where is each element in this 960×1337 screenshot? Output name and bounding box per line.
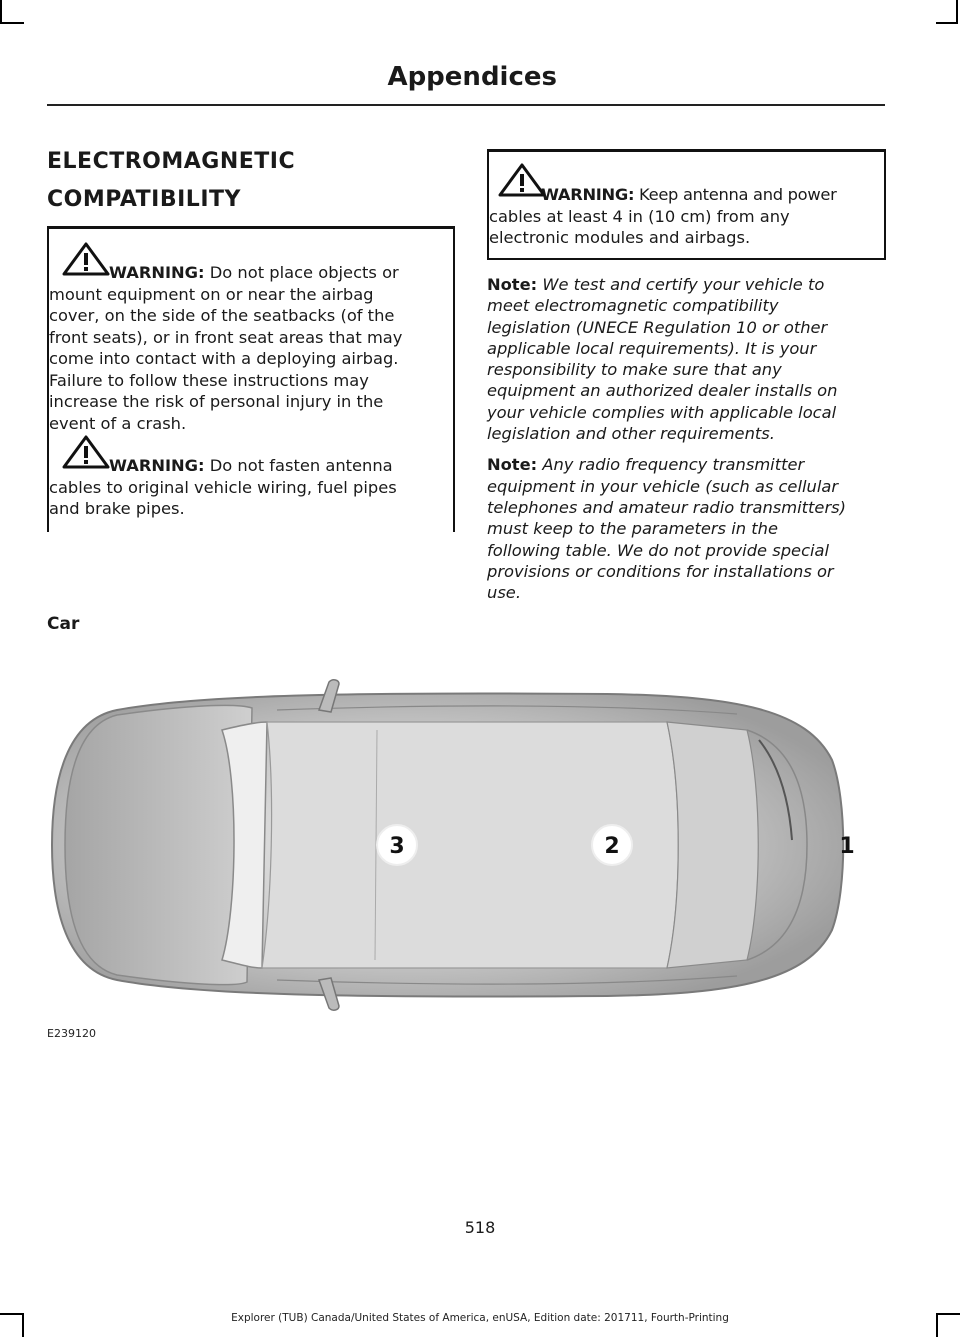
figure-label: Car xyxy=(47,614,80,634)
crop-mark xyxy=(0,0,2,24)
page-footer: Explorer (TUB) Canada/United States of America, enUSA, Edition date: 201711, Fourth-Printing xyxy=(231,1312,729,1324)
note-line: meet electromagnetic compatibility xyxy=(487,296,779,316)
warning-line: and brake pipes. xyxy=(49,499,185,518)
warning-block xyxy=(489,162,884,249)
page-header-title: Appendices xyxy=(387,62,557,92)
warning-line: event of a crash. xyxy=(49,413,187,433)
note-line: telephones and amateur radio transmitters) xyxy=(487,497,846,517)
note-line: must keep to the parameters in the xyxy=(487,519,778,539)
notes xyxy=(487,274,882,613)
note-line: responsibility to make sure that any xyxy=(487,360,782,380)
warning-triangle-icon xyxy=(61,241,111,277)
section-title-line: ELECTROMAGNETIC xyxy=(47,149,296,174)
warning-line: come into contact with a deploying airbag. xyxy=(49,349,399,368)
note-line: following table. We do not provide special xyxy=(487,540,830,560)
warning-line: cables at least 4 in (10 cm) from any xyxy=(489,206,790,226)
warning-line: Keep antenna and power xyxy=(639,185,837,204)
crop-mark xyxy=(0,22,24,24)
note-paragraph xyxy=(487,274,882,444)
warning-block xyxy=(49,434,453,520)
page-number: 518 xyxy=(464,1218,496,1237)
note-line: provisions or conditions for installations or xyxy=(487,561,834,581)
warning-label: WARNING: xyxy=(541,185,635,204)
figure-code: E239120 xyxy=(47,1027,96,1040)
note-line: equipment an authorized dealer installs on xyxy=(487,381,838,401)
car-hood xyxy=(65,705,252,984)
note-line: your vehicle complies with applicable local xyxy=(487,402,837,422)
car-top-view-illustration xyxy=(47,670,887,1020)
callout-3-label: 3 xyxy=(389,834,405,859)
warning-triangle-icon xyxy=(497,162,547,198)
warning-triangle-icon xyxy=(61,434,111,470)
note-line: equipment in your vehicle (such as cellular xyxy=(487,476,839,496)
note-line: applicable local requirements). It is your xyxy=(487,338,817,358)
warning-label: WARNING: xyxy=(109,263,205,282)
warning-line: increase the risk of personal injury in the xyxy=(49,392,384,411)
warning-line: electronic modules and airbags. xyxy=(489,228,751,247)
warning-label: WARNING: xyxy=(109,456,205,475)
callout-2-label: 2 xyxy=(604,834,620,859)
warning-line: Do not fasten antenna xyxy=(209,456,393,475)
warning-line: front seats), or in front seat areas that may xyxy=(49,327,403,347)
note-paragraph xyxy=(487,454,882,603)
warning-line: Failure to follow these instructions may xyxy=(49,370,369,390)
note-line: legislation and other requirements. xyxy=(487,424,775,444)
car-rear-window xyxy=(667,722,758,968)
note-line: We test and certify your vehicle to xyxy=(542,275,825,294)
warning-box-right xyxy=(487,149,886,260)
section-title xyxy=(47,146,447,216)
note-label: Note: xyxy=(487,275,538,294)
warning-block xyxy=(49,241,453,434)
warning-box-left xyxy=(47,226,455,532)
warning-line: mount equipment on or near the airbag xyxy=(49,284,374,304)
header-rule xyxy=(47,104,885,106)
callout-1-label: 1 xyxy=(839,834,855,859)
warning-line: Do not place objects or xyxy=(209,263,399,282)
warning-line: cables to original vehicle wiring, fuel pipes xyxy=(49,477,397,497)
note-label: Note: xyxy=(487,455,538,475)
crop-mark xyxy=(956,0,958,24)
warning-line: cover, on the side of the seatbacks (of the xyxy=(49,306,395,325)
section-title-line: COMPATIBILITY xyxy=(47,187,241,212)
note-line: use. xyxy=(487,583,521,603)
note-line: legislation (UNECE Regulation 10 or other xyxy=(487,317,828,337)
note-line: Any radio frequency transmitter xyxy=(542,455,805,475)
crop-mark xyxy=(936,22,958,24)
